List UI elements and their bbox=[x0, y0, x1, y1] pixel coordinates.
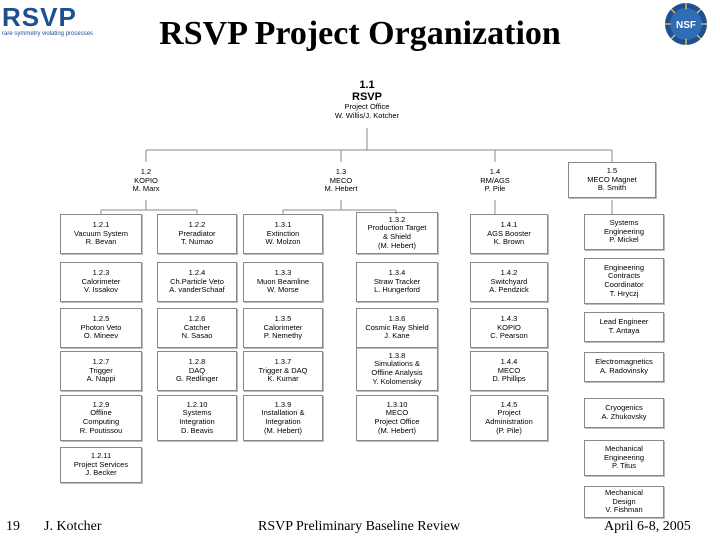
nsf-logo-text: NSF bbox=[676, 20, 696, 31]
node-person: M. Hebert bbox=[324, 184, 358, 194]
node-name: RSVP bbox=[352, 91, 382, 104]
node-person: L. Hungerford bbox=[374, 285, 420, 295]
node-person: A. vanderSchaaf bbox=[169, 285, 225, 295]
node-number: 1.2.9 bbox=[92, 399, 110, 409]
org-node-meco bbox=[307, 164, 375, 198]
node-number: 1.4.5 bbox=[500, 399, 518, 409]
node-name: Mechanical bbox=[605, 444, 643, 454]
node-name: MECO bbox=[497, 365, 521, 375]
org-node bbox=[470, 395, 548, 441]
org-node bbox=[157, 395, 237, 441]
org-node bbox=[243, 308, 323, 348]
org-node-kopio bbox=[112, 164, 180, 198]
node-person: (M. Hebert) bbox=[264, 425, 302, 435]
org-node bbox=[470, 308, 548, 348]
org-node bbox=[584, 258, 664, 304]
node-name-line2: Engineering bbox=[603, 452, 645, 462]
node-number: 1.2.8 bbox=[188, 357, 206, 367]
node-name-line2: Administration bbox=[485, 417, 533, 426]
node-number: 1.4.3 bbox=[500, 314, 518, 324]
logo-tagline: rare symmetry violating processes bbox=[2, 31, 94, 37]
logo-wordmark: RSVP bbox=[2, 2, 77, 32]
node-name: Photon Veto bbox=[80, 322, 122, 332]
node-name-line3: Coordinator bbox=[604, 280, 644, 289]
org-node bbox=[60, 214, 142, 254]
node-person: A. Nappi bbox=[86, 374, 116, 384]
node-name: Cosmic Ray Shield bbox=[365, 322, 429, 332]
org-node bbox=[356, 262, 438, 302]
node-number: 1.2.4 bbox=[188, 268, 206, 278]
org-node-rmags bbox=[461, 164, 529, 198]
node-person: K. Kumar bbox=[267, 374, 299, 384]
org-node bbox=[584, 486, 664, 518]
node-name: Systems bbox=[609, 218, 639, 228]
footer-date: April 6-8, 2005 bbox=[604, 519, 691, 534]
org-node bbox=[157, 214, 237, 254]
org-node bbox=[470, 262, 548, 302]
node-name-line2: Design bbox=[612, 496, 636, 506]
org-node bbox=[470, 214, 548, 254]
node-name-line2: Offline Analysis bbox=[371, 368, 423, 377]
node-name: AGS Booster bbox=[487, 228, 531, 238]
node-person: R. Poutissou bbox=[79, 425, 123, 435]
node-name: Catcher bbox=[183, 322, 211, 332]
node-number: 1.4.1 bbox=[500, 220, 518, 230]
node-name: Project Services bbox=[73, 459, 129, 469]
node-name: Engineering bbox=[603, 262, 645, 272]
slide-title: RSVP Project Organization bbox=[159, 15, 561, 52]
node-name: Offline bbox=[90, 408, 112, 418]
node-name-line2: Computing bbox=[82, 417, 120, 426]
node-person: B. Smith bbox=[597, 183, 627, 193]
org-node-root bbox=[312, 72, 422, 128]
org-node bbox=[584, 398, 664, 428]
node-person: W. Morse bbox=[267, 285, 299, 295]
node-person: A. Zhukovsky bbox=[601, 412, 647, 421]
node-person: K. Brown bbox=[493, 237, 525, 247]
node-person: D. Phillips bbox=[492, 374, 526, 384]
node-number: 1.3.3 bbox=[274, 268, 292, 278]
node-person: P. Pile bbox=[484, 184, 506, 194]
footer-author: J. Kotcher bbox=[44, 519, 102, 534]
node-name: Trigger bbox=[89, 365, 113, 375]
org-node bbox=[584, 352, 664, 382]
org-node bbox=[243, 351, 323, 391]
org-node bbox=[60, 308, 142, 348]
node-name: Electromagnetics bbox=[595, 357, 653, 367]
node-name-line2: Integration bbox=[265, 417, 301, 426]
slide-number: 19 bbox=[6, 519, 20, 534]
footer-event: RSVP Preliminary Baseline Review bbox=[258, 519, 461, 534]
node-number: 1.2.5 bbox=[92, 314, 110, 324]
node-name: MECO bbox=[329, 175, 353, 185]
node-name: Trigger & DAQ bbox=[258, 365, 308, 375]
node-number: 1.4.4 bbox=[500, 357, 518, 367]
org-node bbox=[157, 308, 237, 348]
node-number: 1.3.10 bbox=[386, 399, 408, 409]
node-number: 1.3.6 bbox=[388, 314, 406, 324]
node-name: Extinction bbox=[266, 228, 300, 238]
node-number: 1.3.7 bbox=[274, 357, 292, 367]
org-node-meco-magnet bbox=[568, 162, 656, 198]
node-name: Muon Beamline bbox=[256, 276, 310, 286]
node-line: Project Office bbox=[344, 102, 390, 112]
node-person: W. Molzon bbox=[265, 237, 301, 247]
org-node bbox=[356, 395, 438, 441]
node-person: (P. Pile) bbox=[496, 425, 522, 435]
node-name: Calorimeter bbox=[263, 322, 303, 332]
node-number: 1.2.10 bbox=[186, 399, 208, 409]
node-person: P. Titus bbox=[611, 461, 637, 471]
node-name-line2: Engineering bbox=[603, 226, 645, 236]
org-node bbox=[356, 347, 438, 391]
node-name: Straw Tracker bbox=[373, 276, 421, 286]
node-number: 1.3.2 bbox=[388, 214, 406, 224]
node-number: 1.2.11 bbox=[90, 451, 112, 461]
node-number: 1.2 bbox=[140, 167, 152, 177]
node-number: 1.2.3 bbox=[92, 268, 110, 278]
org-node bbox=[470, 351, 548, 391]
node-person: N. Sasao bbox=[181, 331, 213, 341]
node-name: Ch.Particle Veto bbox=[170, 276, 224, 286]
node-name: Project bbox=[497, 408, 521, 418]
node-number: 1.1 bbox=[359, 79, 375, 92]
node-name: Preradiator bbox=[178, 228, 216, 238]
org-node bbox=[356, 212, 438, 254]
node-person: T. Hryczj bbox=[609, 288, 639, 298]
org-node bbox=[60, 262, 142, 302]
node-name: Simulations & bbox=[374, 359, 420, 369]
org-node bbox=[60, 351, 142, 391]
org-node bbox=[60, 395, 142, 441]
node-name: MECO Magnet bbox=[587, 174, 637, 184]
node-number: 1.3.8 bbox=[388, 350, 406, 360]
node-number: 1.4.2 bbox=[500, 268, 518, 278]
node-name: Lead Engineer bbox=[599, 317, 649, 327]
node-number: 1.4 bbox=[489, 167, 501, 177]
node-person: (M. Hebert) bbox=[378, 240, 416, 250]
org-node bbox=[157, 262, 237, 302]
node-number: 1.3.4 bbox=[388, 268, 406, 278]
node-number: 1.3.1 bbox=[274, 220, 292, 230]
org-node bbox=[243, 262, 323, 302]
node-name: Installation & bbox=[261, 408, 305, 418]
node-person: Y. Kolomensky bbox=[372, 376, 422, 386]
org-node bbox=[157, 351, 237, 391]
node-number: 1.3 bbox=[335, 167, 347, 177]
node-person: R. Bevan bbox=[85, 237, 117, 247]
node-name-line2: Integration bbox=[179, 417, 215, 426]
org-node bbox=[60, 447, 142, 483]
node-number: 1.2.6 bbox=[188, 314, 206, 324]
node-name: Cryogenics bbox=[605, 403, 643, 413]
node-name: Mechanical bbox=[605, 488, 643, 498]
node-name: MECO bbox=[385, 408, 409, 418]
node-number: 1.5 bbox=[606, 166, 618, 176]
node-name: Calorimeter bbox=[81, 276, 121, 286]
org-node bbox=[584, 214, 664, 250]
node-person: V. Issakov bbox=[84, 285, 118, 295]
node-person: (M. Hebert) bbox=[378, 425, 416, 435]
org-node bbox=[584, 440, 664, 476]
node-person: D. Beavis bbox=[180, 425, 214, 435]
node-person: A. Radovinsky bbox=[600, 366, 648, 375]
node-name: Switchyard bbox=[490, 276, 528, 286]
node-person: J. Becker bbox=[85, 468, 117, 478]
node-name-line2: & Shield bbox=[383, 232, 411, 241]
node-name: KOPIO bbox=[497, 322, 521, 332]
node-number: 1.2.7 bbox=[92, 357, 110, 367]
node-name: Vacuum System bbox=[73, 228, 129, 238]
node-person: P. Nemethy bbox=[263, 331, 303, 341]
node-number: 1.3.5 bbox=[274, 314, 292, 324]
node-line: W. Willis/J. Kotcher bbox=[334, 111, 400, 120]
node-name: RM/AGS bbox=[480, 175, 510, 185]
node-person: V. Fishman bbox=[605, 505, 643, 515]
node-number: 1.3.9 bbox=[274, 399, 292, 409]
node-name-line2: Contracts bbox=[607, 271, 641, 281]
node-person: P. Mickel bbox=[609, 235, 639, 245]
node-person: J. Kane bbox=[384, 331, 410, 341]
node-name-line2: Project Office bbox=[374, 417, 420, 426]
org-node bbox=[356, 308, 438, 348]
node-name: Systems bbox=[182, 408, 212, 418]
node-person: T. Numao bbox=[180, 237, 214, 247]
node-person: G. Redlinger bbox=[175, 374, 219, 384]
node-person: O. Mineev bbox=[83, 331, 119, 341]
node-name: DAQ bbox=[188, 365, 206, 375]
org-node bbox=[243, 395, 323, 441]
org-node bbox=[243, 214, 323, 254]
node-person: A. Pendzick bbox=[489, 285, 529, 295]
node-person: C. Pearson bbox=[490, 331, 528, 341]
node-name: KOPIO bbox=[134, 175, 158, 185]
node-name: Production Target bbox=[367, 223, 427, 233]
node-number: 1.2.2 bbox=[188, 220, 206, 230]
node-number: 1.2.1 bbox=[92, 220, 110, 230]
node-person: T. Antaya bbox=[608, 326, 640, 335]
org-node bbox=[584, 312, 664, 342]
node-person: M. Marx bbox=[132, 184, 160, 194]
